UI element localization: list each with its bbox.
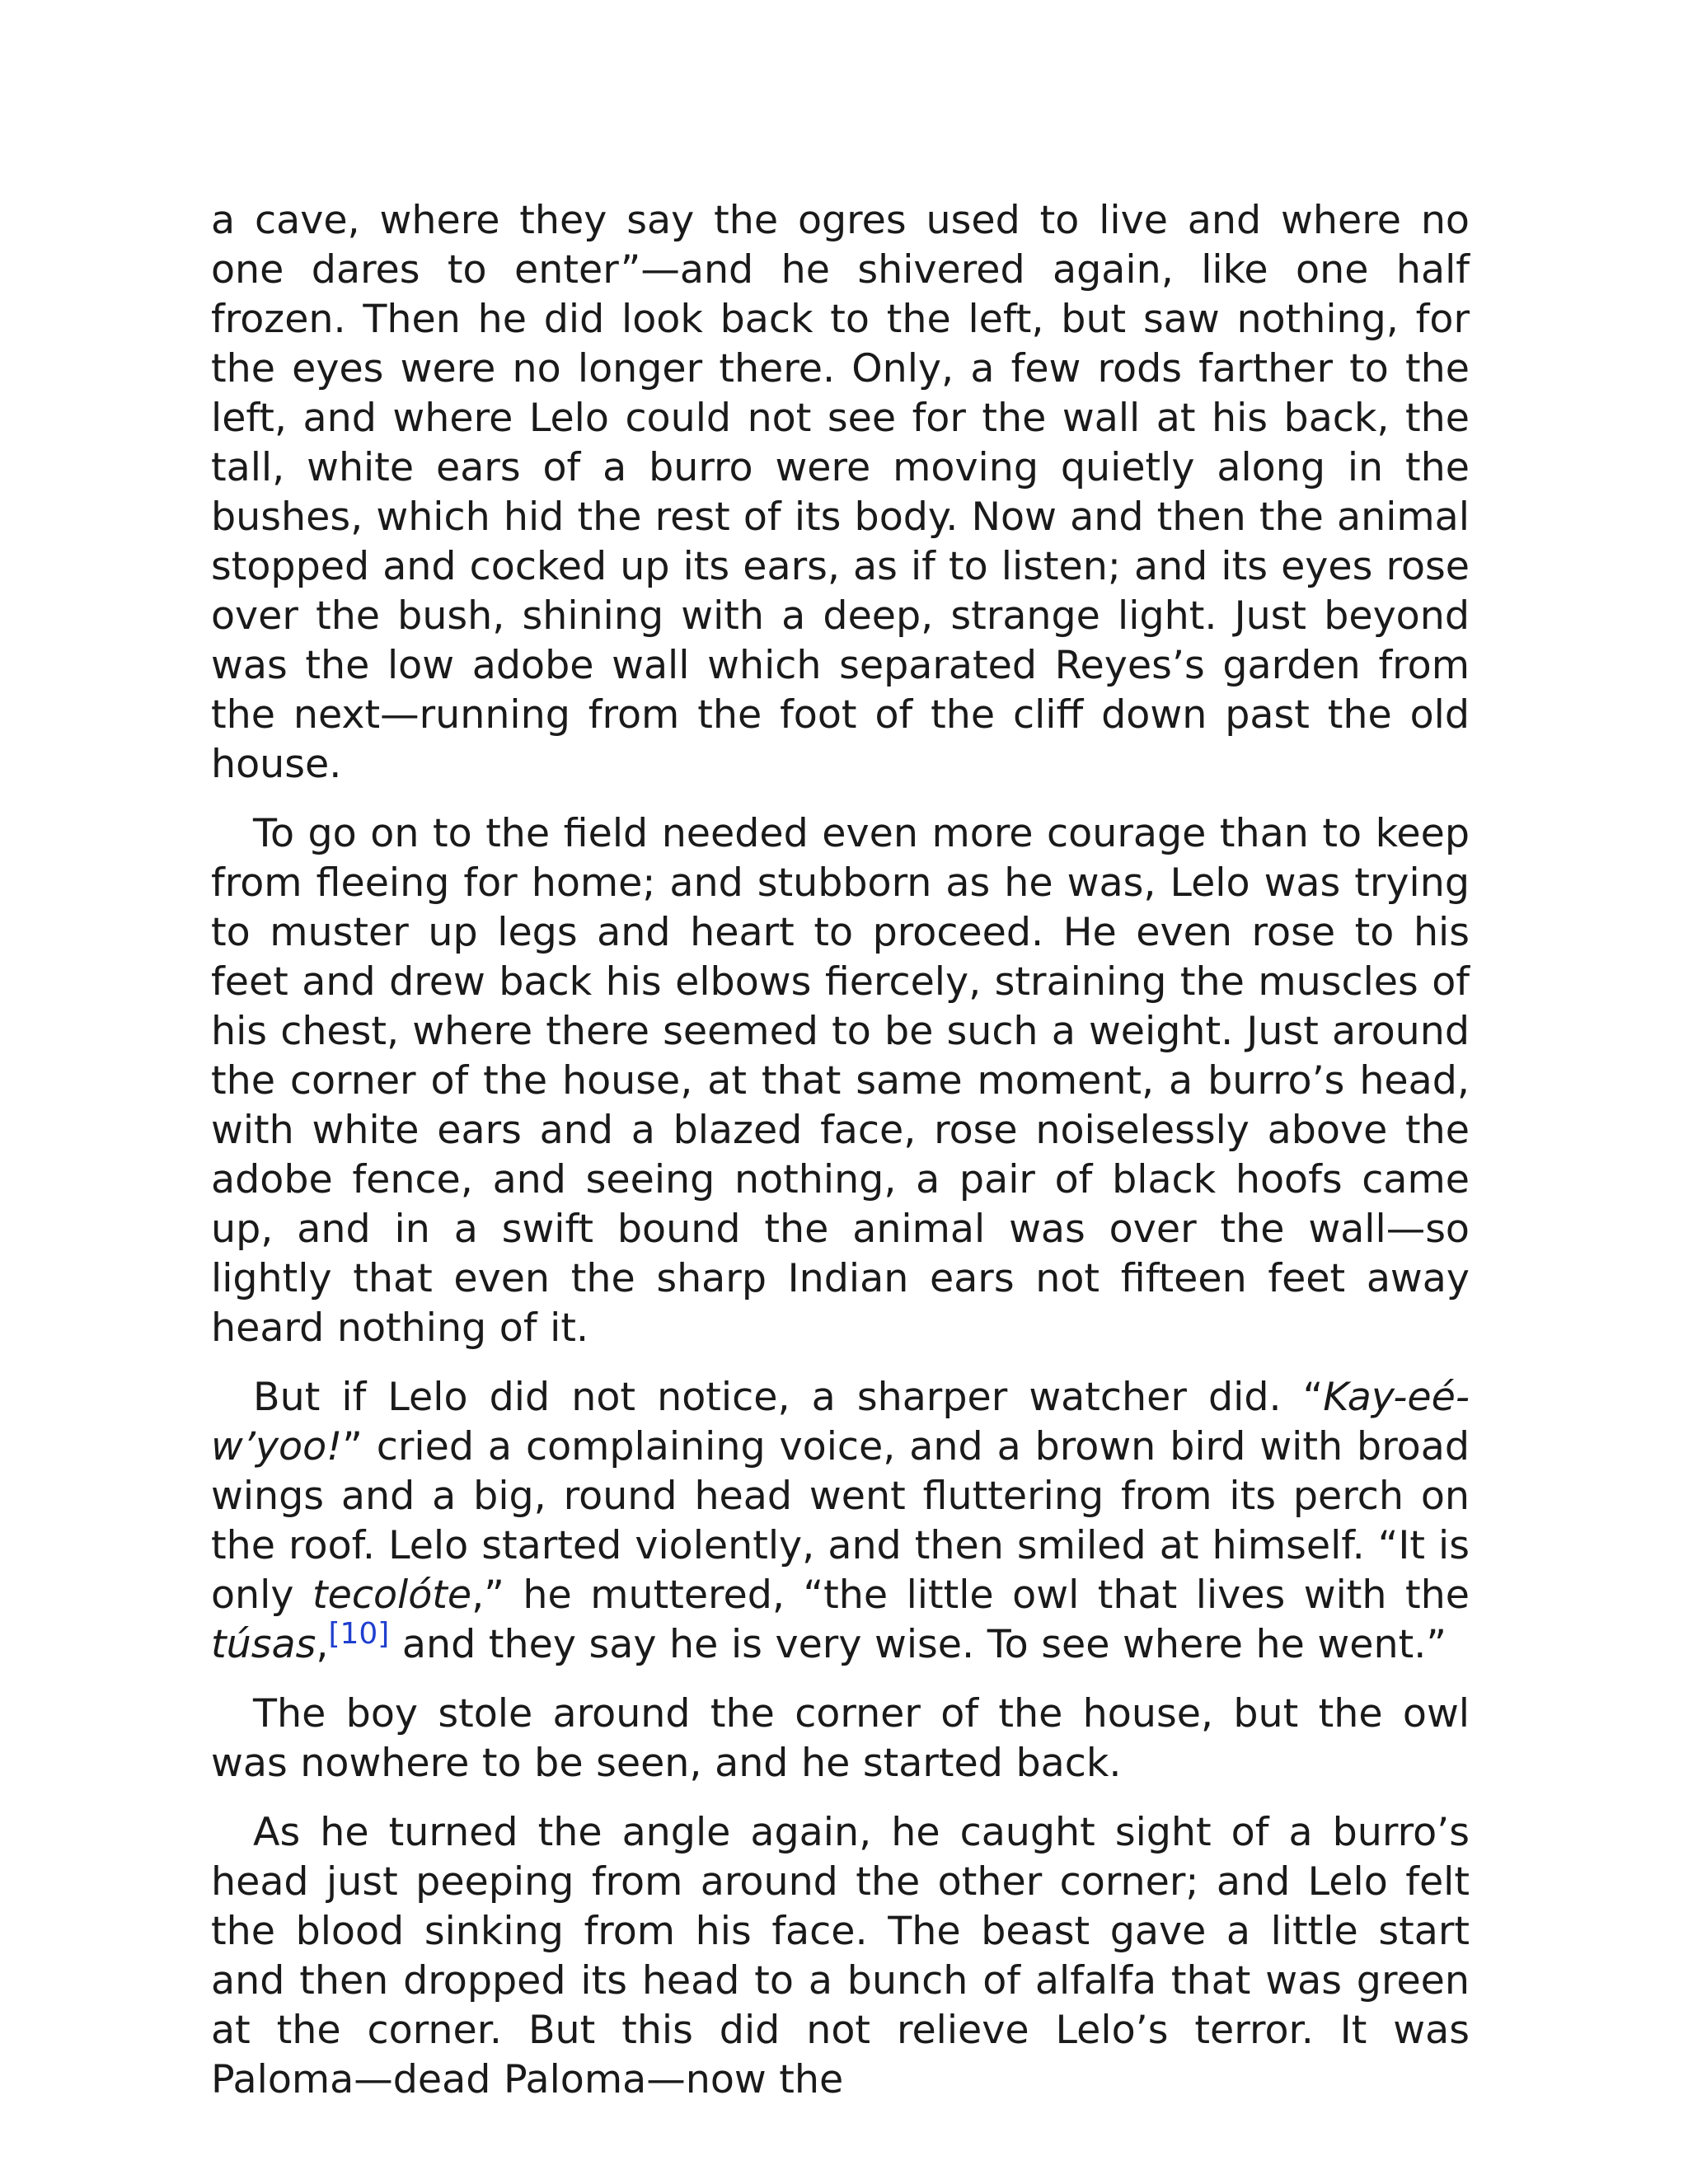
italic-term: tecolóte xyxy=(312,1572,472,1618)
paragraph-text: ,” he muttered, “the little owl that lives with the xyxy=(471,1572,1470,1618)
paragraph-text: ” cried a complaining voice, and a brown bird with broad wings and a big, round head went fluttering from its perch on the roof. Lelo started violently, and then smiled at himself. “It is only xyxy=(211,1424,1470,1618)
paragraph-text: To go on to the field needed even more courage than to keep from fleeing for home; and stubborn as he was, Lelo was trying to muster up legs and heart to proceed. He even rose to his feet and drew back his elbows fiercely, straining the muscles of his chest, where there seemed to be such a weight. Just around the corner of the house, at that same moment, a burro’s head, with white ears and a blazed face, rose noiselessly above the adobe fence, and seeing nothing, a pair of black hoofs came up, and in a swift bound the animal was over the wall—so lightly that even the sharp Indian ears not fifteen feet away heard nothing of it. xyxy=(211,811,1470,1351)
paragraph-1 xyxy=(211,196,1470,790)
paragraph-text: As he turned the angle again, he caught sight of a burro’s head just peeping from around the other corner; and Lelo felt the blood sinking from his face. The beast gave a little start and then dropped its head to a bunch of alfalfa that was green at the corner. But this did not relieve Lelo’s terror. It was Paloma—dead Paloma—now the xyxy=(211,1810,1470,2102)
paragraph-3 xyxy=(211,1373,1470,1670)
paragraph-4 xyxy=(211,1690,1470,1788)
paragraph-text: But if Lelo did not notice, a sharper watcher did. “ xyxy=(253,1375,1324,1420)
paragraph-text: , xyxy=(316,1622,329,1667)
paragraph-text: The boy stole around the corner of the house, but the owl was nowhere to be seen, and he started back. xyxy=(211,1691,1470,1786)
paragraph-5 xyxy=(211,1808,1470,2105)
italic-term: Kay-eé-w’yoo! xyxy=(211,1375,1470,1469)
page-body xyxy=(211,196,1470,2105)
paragraph-2 xyxy=(211,809,1470,1353)
footnote-link[interactable]: [10] xyxy=(328,1617,390,1652)
paragraph-text: and they say he is very wise. To see where he went.” xyxy=(389,1622,1447,1667)
italic-term: túsas xyxy=(211,1622,316,1667)
paragraph-text: a cave, where they say the ogres used to live and where no one dares to enter”—and he shivered again, like one half frozen. Then he did look back to the left, but saw nothing, for the eyes were no longer there. Only, a few rods farther to the left, and where Lelo could not see for the wall at his back, the tall, white ears of a burro were moving quietly along in the bushes, which hid the rest of its body. Now and then the animal stopped and cocked up its ears, as if to listen; and its eyes rose over the bush, shining with a deep, strange light. Just beyond was the low adobe wall which separated Reyes’s garden from the next—running from the foot of the cliff down past the old house. xyxy=(211,198,1470,787)
